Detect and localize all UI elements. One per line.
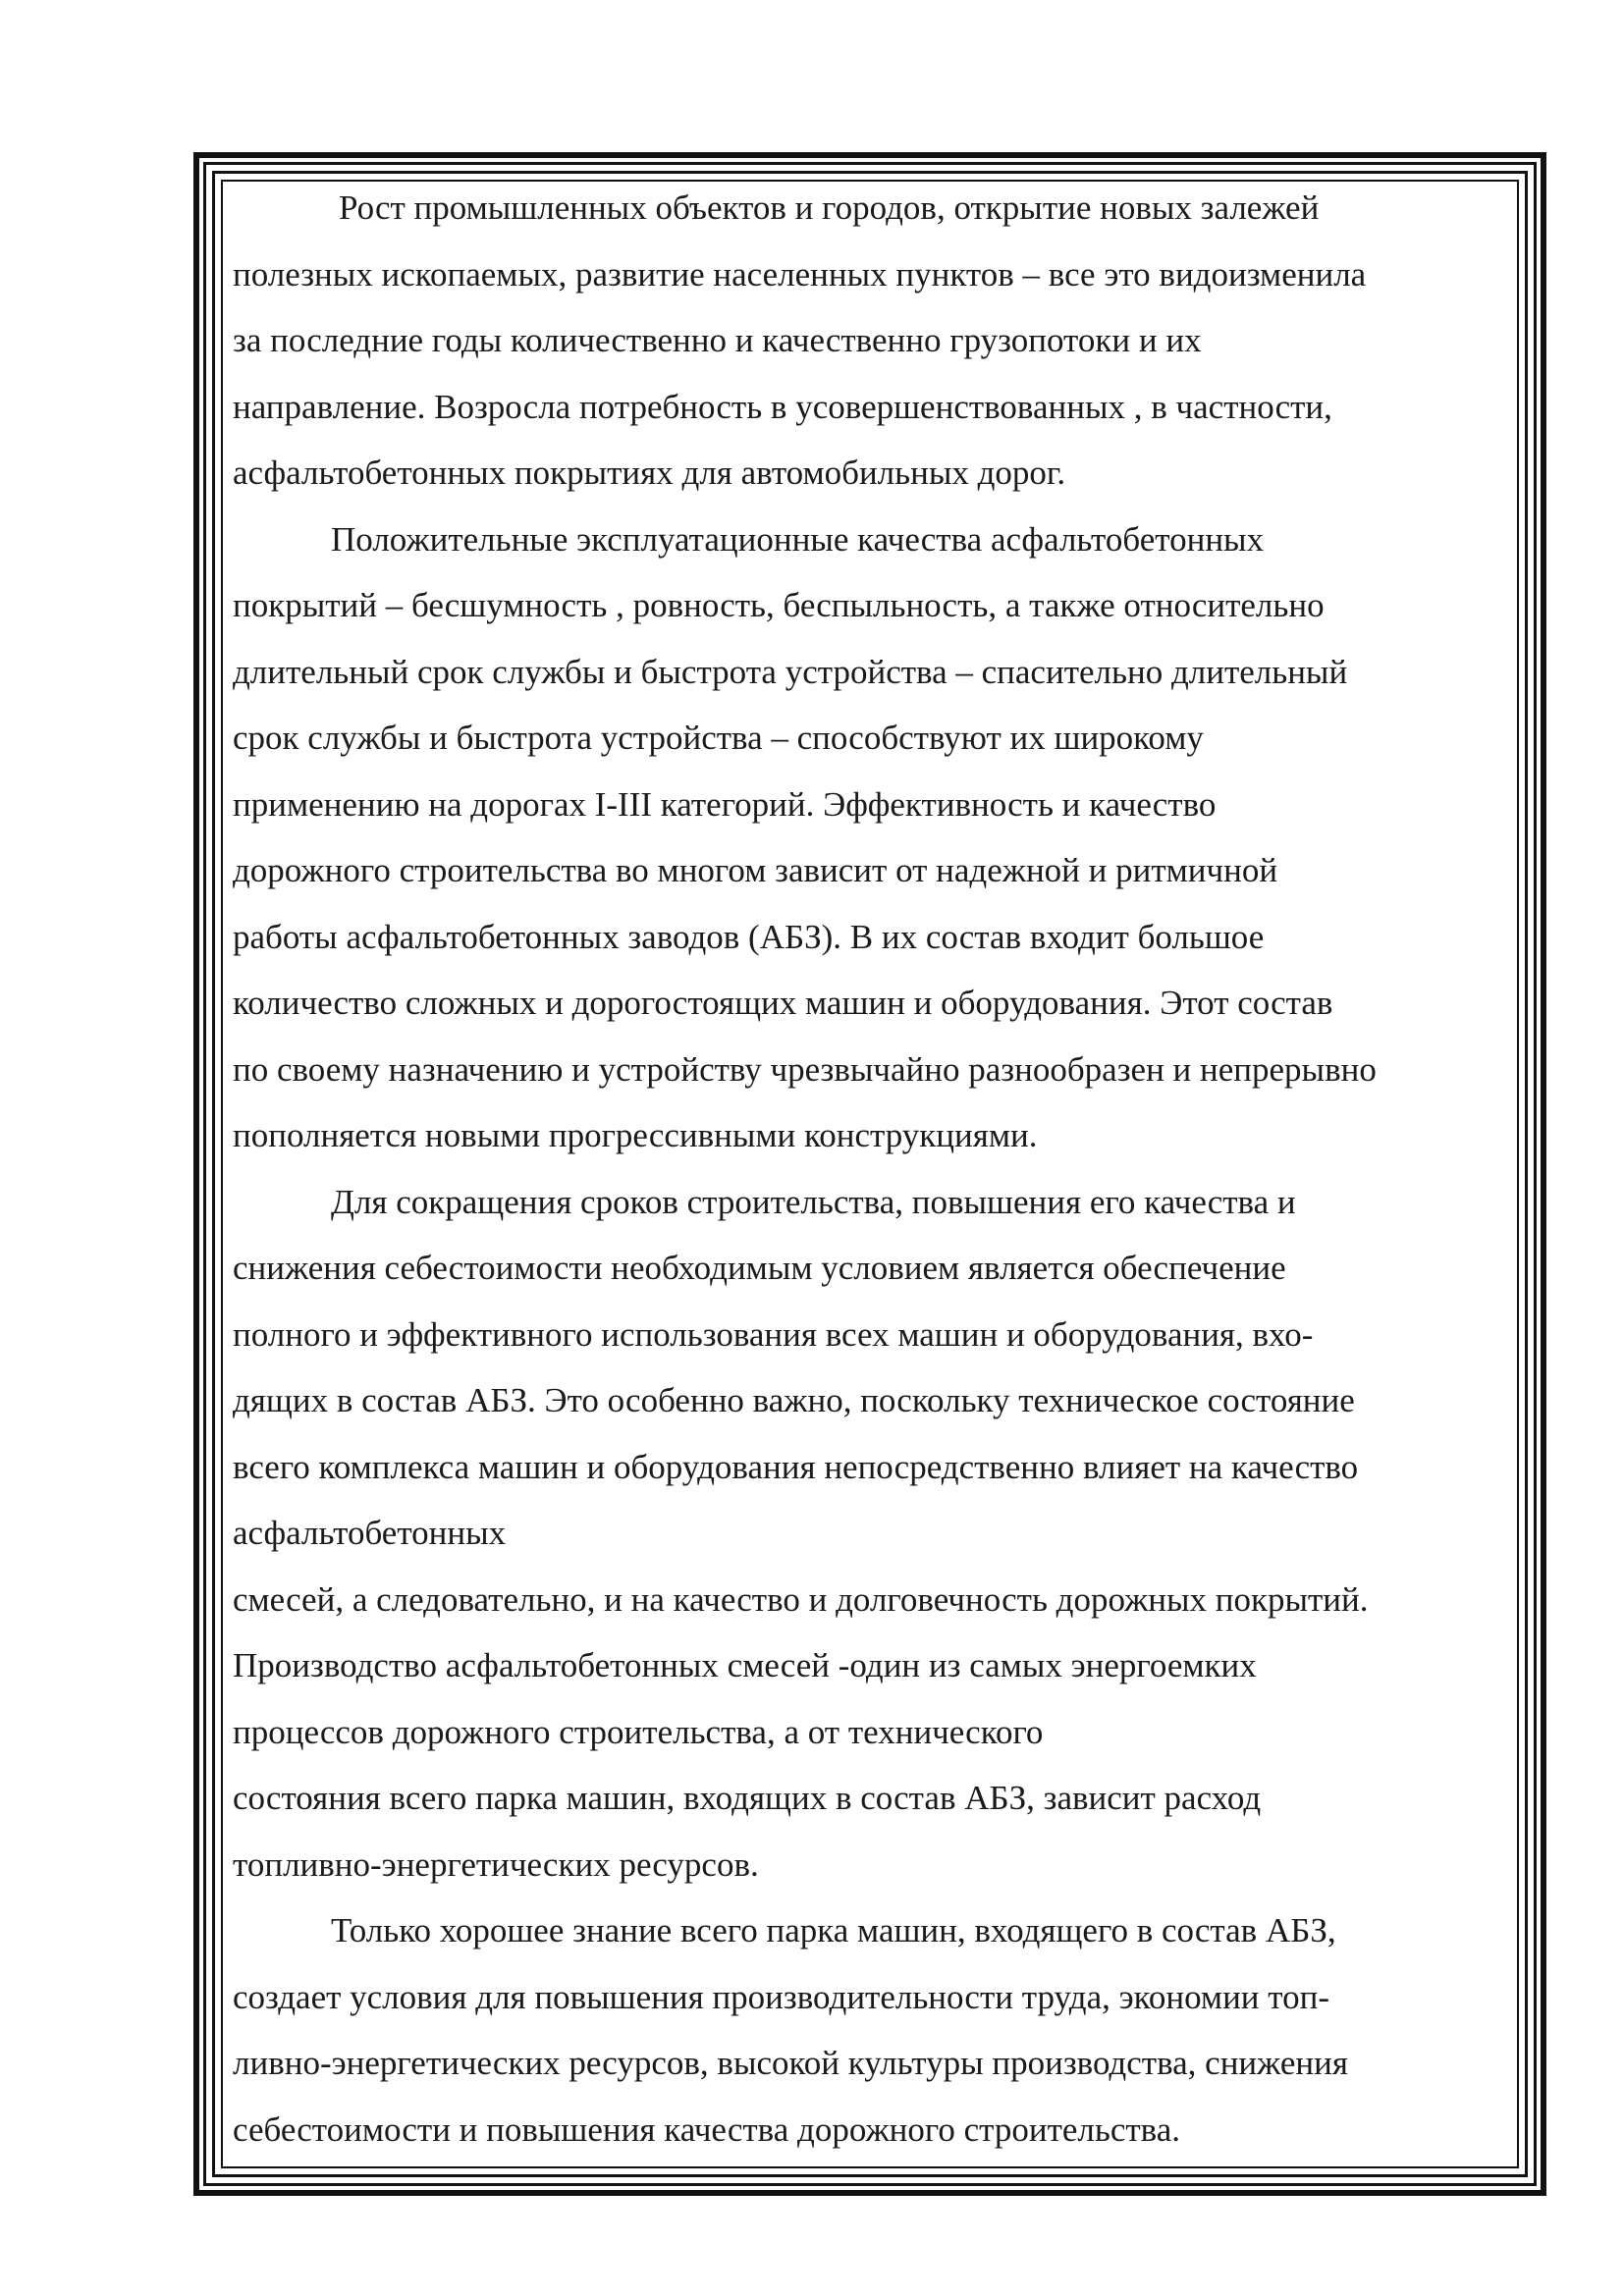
text-line: применению на дорогах I-III категорий. Эффективность и качество — [233, 784, 1217, 824]
text-line: полезных ископаемых, развитие населенных пунктов – все это видоизменила — [233, 254, 1367, 294]
text-line: срок службы и быстрота устройства – способствуют их широкому — [233, 719, 1204, 757]
text-line: полного и эффективного использования всех машин и оборудования, вхо- — [233, 1314, 1314, 1354]
text-line: дорожного строительства во многом зависит от надежной и ритмичной — [233, 851, 1278, 889]
paragraph-3 — [233, 1169, 1519, 1898]
text-line: Для сокращения сроков строительства, повышения его качества и — [331, 1182, 1296, 1221]
text-line: Рост промышленных объектов и городов, открытие новых залежей — [339, 188, 1320, 227]
text-line: процессов дорожного строительства, а от технического — [233, 1712, 1044, 1751]
text-line: снижения себестоимости необходимым условием является обеспечение — [233, 1249, 1286, 1287]
text-line: асфальтобетонных — [233, 1514, 507, 1552]
text-line: дящих в состав АБЗ. Это особенно важно, поскольку техническое состояние — [233, 1381, 1355, 1419]
paragraph-2 — [233, 507, 1519, 1169]
text-line: по своему назначению и устройству чрезвычайно разнообразен и непрерывно — [233, 1049, 1377, 1089]
text-line: асфальтобетонных покрытиях для автомобильных дорог. — [233, 454, 1066, 492]
text-line: себестоимости и повышения качества дорожного строительства. — [233, 2109, 1181, 2149]
text-line: направление. Возросла потребность в усовершенствованных , в частности, — [233, 387, 1332, 426]
text-line: количество сложных и дорогостоящих машин и оборудования. Этот состав — [233, 984, 1333, 1022]
text-line: ливно-энергетических ресурсов, высокой культуры производства, снижения — [233, 2044, 1348, 2082]
text-line: Только хорошее знание всего парка машин, входящего в состав АБЗ, — [331, 1911, 1336, 1949]
text-line: покрытий – бесшумность , ровность, беспыльность, а также относительно — [233, 586, 1325, 624]
text-line: всего комплекса машин и оборудования непосредственно влияет на качество — [233, 1447, 1359, 1486]
text-line: состояния всего парка машин, входящих в состав АБЗ, зависит расход — [233, 1779, 1262, 1817]
text-line: длительный срок службы и быстрота устройства – спасительно длительный — [233, 652, 1348, 691]
text-line: работы асфальтобетонных заводов (АБЗ). В их состав входит большое — [233, 917, 1265, 956]
text-line: топливно-энергетических ресурсов. — [233, 1844, 759, 1884]
paragraph-4 — [233, 1897, 1519, 2163]
document-body — [233, 175, 1519, 2163]
text-line: за последние годы количественно и качественно грузопотоки и их — [233, 321, 1202, 359]
paragraph-1 — [233, 175, 1519, 507]
text-line: создает условия для повышения производительности труда, экономии топ- — [233, 1977, 1330, 2016]
text-line: смесей, а следовательно, и на качество и долговечность дорожных покрытий. — [233, 1579, 1369, 1619]
text-line: Производство асфальтобетонных смесей -один из самых энергоемких — [233, 1646, 1257, 1684]
text-line: пополняется новыми прогрессивными конструкциями. — [233, 1116, 1038, 1154]
text-line: Положительные эксплуатационные качества асфальтобетонных — [331, 519, 1265, 559]
